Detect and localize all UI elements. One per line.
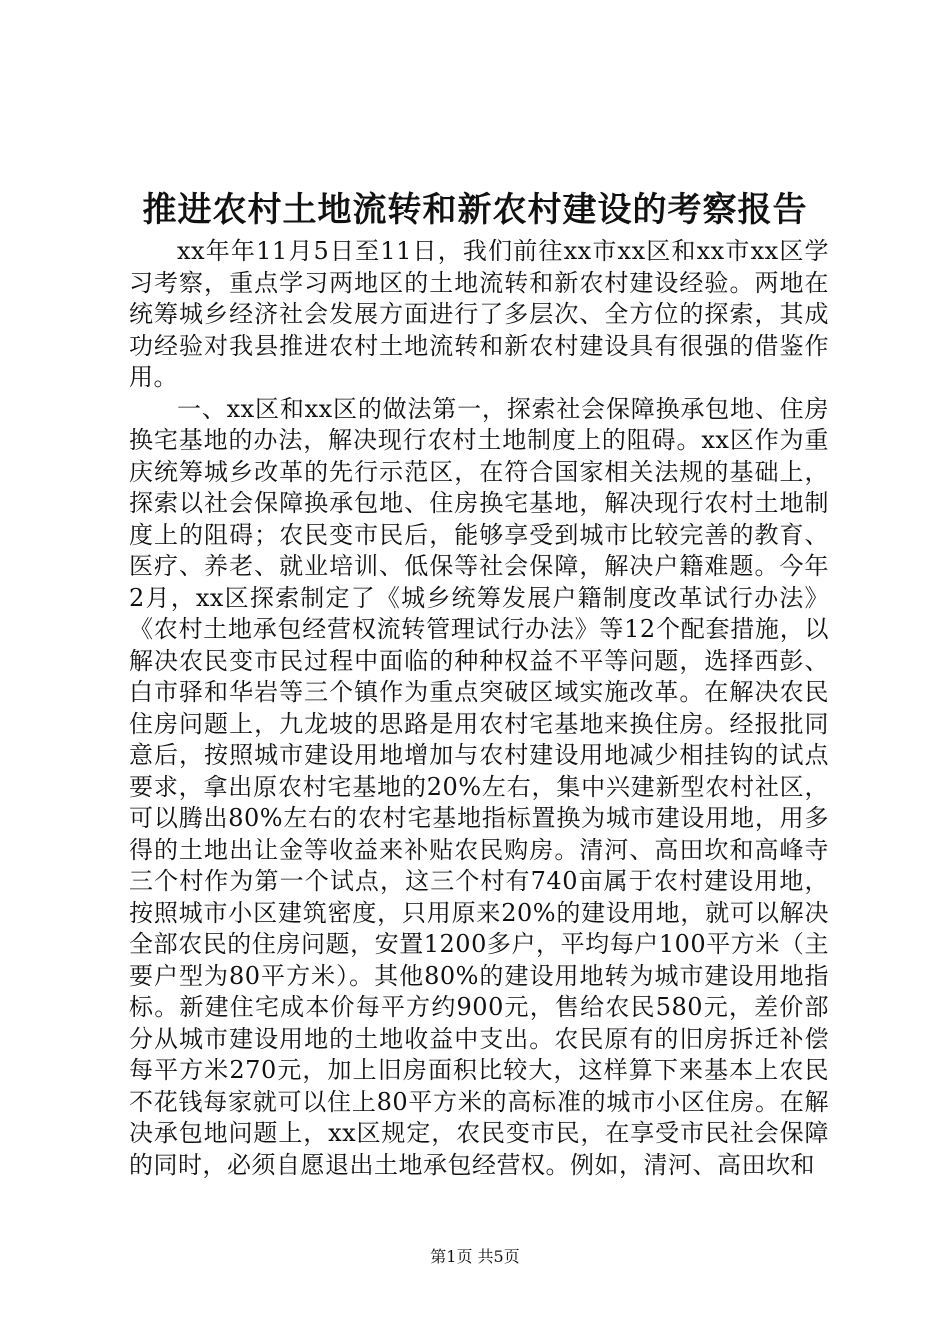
paragraph-section-one: 一、xx区和xx区的做法第一，探索社会保障换承包地、住房换宅基地的办法，解决现行农村土地制度上的阻碍。xx区作为重庆统筹城乡改革的先行示范区，在符合国家相关法规的基础上，探索以社会保障换承包地、住房换宅基地，解决现行农村土地制度上的阻碍；农民变市民后，能够享受到城市比较完善的教育、医疗、养老、就业培训、低保等社会保障，解决户籍难题。今年2月，xx区探索制定了《城乡统筹发展户籍制度改革试行办法》《农村土地承包经营权流转管理试行办法》等12个配套措施，以解决农民变市民过程中面临的种种权益不平等问题，选择西彭、白市驿和华岩等三个镇作为重点突破区域实施改革。在解决农民住房问题上，九龙坡的思路是用农村宅基地来换住房。经报批同意后，按照城市建设用地增加与农村建设用地减少相挂钩的试点要求，拿出原农村宅基地的20%左右，集中兴建新型农村社区，可以腾出80%左右的农村宅基地指标置换为城市建设用地，用多得的土地出让金等收益来补贴农民购房。清河、高田坎和高峰寺三个村作为第一个试点，这三个村有740亩属于农村建设用地，按照城市小区建筑密度，只用原来20%的建设用地，就可以解决全部农民的住房问题，安置1200多户，平均每户100平方米（主要户型为80平方米）。其他80%的建设用地转为城市建设用地指标。新建住宅成本价每平方约900元，售给农民580元，差价部分从城市建设用地的土地收益中支出。农民原有的旧房拆迁补偿每平方米270元，加上旧房面积比较大，这样算下来基本上农民不花钱每家就可以住上80平方米的高标准的城市小区住房。在解决承包地问题上，xx区规定，农民变市民，在享受市民社会保障的同时，必须自愿退出土地承包经营权。例如，清河、高田坎和 (129, 394, 829, 1179)
document-title: 推进农村土地流转和新农村建设的考察报告 (142, 190, 808, 230)
document-body (129, 236, 829, 1181)
page-number-footer: 第1页 共5页 (430, 1247, 520, 1266)
paragraph-intro: xx年年11月5日至11日，我们前往xx市xx区和xx市xx区学习考察，重点学习两地区的土地流转和新农村建设经验。两地在统筹城乡经济社会发展方面进行了多层次、全方位的探索，其成功经验对我县推进农村土地流转和新农村建设具有很强的借鉴作用。 (129, 237, 829, 391)
